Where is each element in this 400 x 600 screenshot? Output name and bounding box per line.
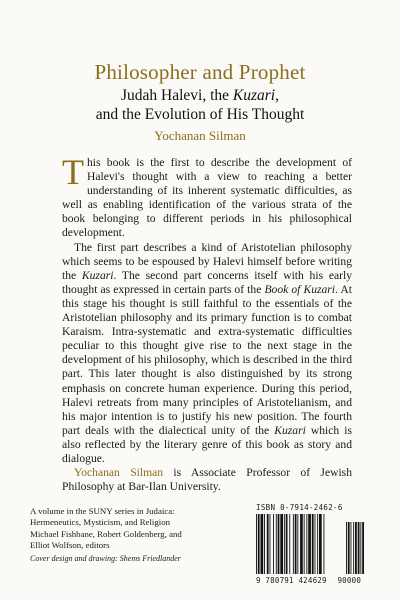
author-bio: is Associate Professor of Jewish Philosophy at Bar-Ilan University.	[62, 466, 352, 494]
barcode-addon-digits: 90000	[337, 576, 362, 585]
subtitle-text: Judah Halevi, the	[120, 87, 233, 104]
subtitle-comma: ,	[275, 87, 279, 104]
series-info	[30, 506, 240, 564]
barcode-image	[256, 514, 374, 574]
blurb-paragraph-2	[62, 241, 352, 467]
series-line-4: Elliot Wolfson, editors	[30, 540, 110, 551]
p2-text-g: which is also reflected by the literary genre of this book as story and dialogue.	[62, 423, 352, 465]
subtitle-line-2: and the Evolution of His Thought	[95, 106, 305, 123]
blurb-paragraph-1: This book is the first to describe the development of Halevi's thought with a view to reaching a better understanding of its inherent systematic difficulties, as well as enabling identification of the various strata of the book belonging to different periods in his philosophical development.	[62, 152, 352, 240]
subtitle-italic: Kuzari	[232, 87, 276, 104]
series-line-2: Hermeneutics, Mysticism, and Religion	[30, 517, 170, 528]
p2-text-c: . The second part concerns itself with his early thought as expressed in certain parts of the	[62, 268, 352, 296]
series-line-3: Michael Fishbane, Robert Goldenberg, and	[30, 528, 182, 539]
cover-credit: Cover design and drawing: Shems Friedlander	[30, 553, 181, 563]
p2-text-a: The first part describes a kind of Aristotelian philosophy which seems to be espoused by Halevi himself before writing the	[62, 240, 352, 282]
blurb	[62, 152, 352, 494]
author-name-inline: Yochanan Silman	[74, 466, 164, 480]
p2-italic-f: Kuzari	[274, 423, 306, 437]
book-author: Yochanan Silman	[154, 128, 246, 143]
series-line-1: A volume in the SUNY series in Judaica:	[30, 506, 175, 516]
book-subtitle	[0, 86, 400, 124]
p2-text-e: . At this stage his thought is still faithful to the essentials of the Aristotelian philosophy and its primary function is to combat Karaism. Intra-systematic and extra-systematic difficulties peculiar to this thought give rise to the next stage in the development of his philosophy, which is described in the third part. This later thought is also distinguished by its strong emphasis on concrete human experience. During this period, Halevi retreats from many principles of Aristotelianism, and his major intention is to justify his new position. The fourth part deals with the dialectical unity of the	[62, 282, 352, 437]
book-title: Philosopher and Prophet	[94, 60, 306, 84]
p2-italic-b: Kuzari	[81, 268, 114, 282]
barcode-ean-digits: 9 780791 424629	[256, 576, 327, 585]
blurb-paragraph-3	[62, 466, 352, 494]
barcode-digits	[256, 576, 361, 585]
isbn-label: ISBN 0-7914-2462-6	[256, 503, 343, 512]
p2-italic-d: Book of Kuzari	[264, 282, 336, 296]
